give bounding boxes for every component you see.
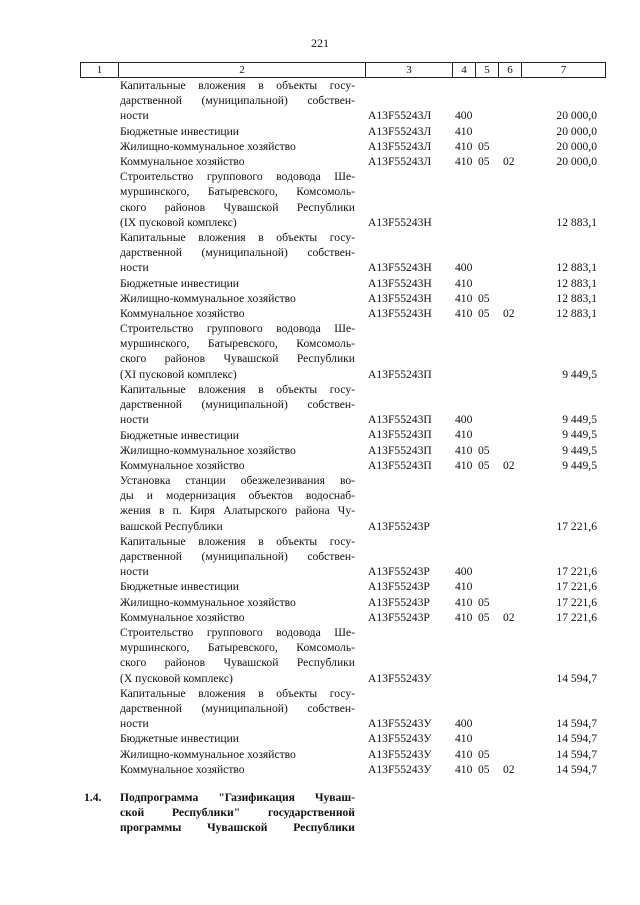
- row-code: А13F55243П: [368, 428, 432, 442]
- row-code: А13F55243У: [368, 762, 432, 776]
- row-description: [120, 139, 355, 154]
- table-row: [0, 276, 640, 291]
- row-description: [120, 154, 355, 169]
- description-line: ности: [120, 109, 149, 123]
- row-code: А13F55243П: [368, 443, 432, 457]
- table-row: [0, 595, 640, 610]
- description-line: дарственной (муниципальной) собствен-: [120, 398, 355, 412]
- description-line: Капитальные вложения в объекты госу-: [120, 534, 355, 548]
- row-amount: 12 883,1: [556, 261, 597, 275]
- row-description: [120, 534, 355, 580]
- table-row: [0, 154, 640, 169]
- description-line: ды и модернизация объектов водоснаб-: [120, 489, 355, 503]
- row-code: А13F55243Н: [368, 306, 432, 320]
- row-description: [120, 306, 355, 321]
- description-line: Бюджетные инвестиции: [120, 732, 240, 746]
- description-line: Бюджетные инвестиции: [120, 124, 240, 138]
- description-line: ского районов Чувашской Республики: [120, 352, 355, 366]
- row-code: А13F55243У: [368, 747, 432, 761]
- row-code: А13F55243Л: [368, 139, 432, 153]
- row-col-4: 410: [455, 595, 473, 609]
- description-line: ского районов Чувашской Республики: [120, 656, 355, 670]
- row-description: [120, 276, 355, 291]
- description-line: дарственной (муниципальной) собствен-: [120, 702, 355, 715]
- row-description: [120, 321, 355, 382]
- row-description: [120, 428, 355, 443]
- description-line: Жилищно-коммунальное хозяйство: [120, 595, 296, 609]
- row-description: [120, 625, 355, 686]
- description-line: Капитальные вложения в объекты госу-: [120, 686, 355, 700]
- row-col-4: 400: [455, 413, 473, 427]
- description-line: Жилищно-коммунальное хозяйство: [120, 291, 296, 305]
- row-description: [120, 731, 355, 746]
- row-description: [120, 443, 355, 458]
- row-amount: 12 883,1: [556, 215, 597, 229]
- row-col-4: 410: [455, 762, 473, 776]
- row-col-4: 410: [455, 747, 473, 761]
- row-amount: 20 000,0: [556, 124, 597, 138]
- table-row: [0, 731, 640, 746]
- row-col-4: 410: [455, 306, 473, 320]
- table-header: [80, 62, 606, 78]
- header-col-7: 7: [521, 63, 606, 77]
- table-row: [0, 762, 640, 777]
- description-line: (XI пусковой комплекс): [120, 367, 237, 381]
- description-line: Коммунальное хозяйство: [120, 154, 245, 168]
- row-amount: 14 594,7: [556, 732, 597, 746]
- description-line: дарственной (муниципальной) собствен-: [120, 550, 355, 564]
- row-amount: 12 883,1: [556, 306, 597, 320]
- header-col-2: 2: [118, 63, 365, 77]
- row-code: А13F55243Н: [368, 261, 432, 275]
- description-line: ности: [120, 261, 149, 275]
- row-col-6: 02: [503, 458, 515, 472]
- row-code: А13F55243Н: [368, 291, 432, 305]
- row-amount: 20 000,0: [556, 139, 597, 153]
- table-row: [0, 473, 640, 534]
- row-col-5: 05: [478, 595, 490, 609]
- row-col-4: 400: [455, 565, 473, 579]
- header-col-5: 5: [475, 63, 498, 77]
- description-line: муршинского, Батыревского, Комсомоль-: [120, 641, 355, 655]
- row-col-5: 05: [478, 443, 490, 457]
- description-line: Жилищно-коммунальное хозяйство: [120, 139, 296, 153]
- row-code: А13F55243Р: [368, 580, 430, 594]
- row-code: А13F55243У: [368, 717, 432, 731]
- row-description: [120, 686, 355, 732]
- row-amount: 9 449,5: [562, 413, 597, 427]
- header-col-6: 6: [498, 63, 521, 77]
- row-col-4: 410: [455, 124, 473, 138]
- table-row: [0, 428, 640, 443]
- table-row: [0, 78, 640, 124]
- table-row: [0, 443, 640, 458]
- row-code: А13F55243Н: [368, 215, 432, 229]
- row-description: [120, 382, 355, 428]
- row-description: [120, 747, 355, 762]
- row-col-6: 02: [503, 154, 515, 168]
- row-col-4: 410: [455, 610, 473, 624]
- row-col-4: 410: [455, 732, 473, 746]
- row-col-5: 05: [478, 747, 490, 761]
- description-line: Строительство группового водовода Ше-: [120, 322, 355, 336]
- row-code: А13F55243У: [368, 671, 432, 685]
- row-description: [120, 473, 355, 534]
- header-col-4: 4: [452, 63, 475, 77]
- subprogram-title: [120, 790, 355, 836]
- row-col-4: 400: [455, 261, 473, 275]
- row-code: А13F55243П: [368, 458, 432, 472]
- table-row: [0, 534, 640, 580]
- row-col-4: 400: [455, 717, 473, 731]
- row-col-6: 02: [503, 762, 515, 776]
- row-code: А13F55243Р: [368, 565, 430, 579]
- description-line: Коммунальное хозяйство: [120, 762, 245, 776]
- row-amount: 14 594,7: [556, 747, 597, 761]
- description-line: ности: [120, 413, 149, 427]
- row-amount: 9 449,5: [562, 428, 597, 442]
- header-col-3: 3: [365, 63, 452, 77]
- table-row: [0, 169, 640, 230]
- row-description: [120, 579, 355, 594]
- description-line: Строительство группового водовода Ше-: [120, 626, 355, 640]
- row-amount: 9 449,5: [562, 458, 597, 472]
- table-row: [0, 291, 640, 306]
- table-row: [0, 124, 640, 139]
- description-line: Коммунальное хозяйство: [120, 610, 245, 624]
- table-row: [0, 747, 640, 762]
- row-description: [120, 458, 355, 473]
- row-col-5: 05: [478, 139, 490, 153]
- row-col-4: 410: [455, 428, 473, 442]
- row-code: А13F55243У: [368, 732, 432, 746]
- description-line: ности: [120, 565, 149, 579]
- row-col-4: 410: [455, 458, 473, 472]
- row-amount: 17 221,6: [556, 580, 597, 594]
- row-code: А13F55243Л: [368, 109, 432, 123]
- subprogram-number: 1.4.: [84, 791, 102, 804]
- description-line: Жилищно-коммунальное хозяйство: [120, 747, 296, 761]
- row-col-4: 410: [455, 276, 473, 290]
- description-line: Установка станции обезжелезивания во-: [120, 474, 355, 488]
- row-col-5: 05: [478, 154, 490, 168]
- row-amount: 9 449,5: [562, 443, 597, 457]
- description-line: (IX пусковой комплекс): [120, 215, 237, 229]
- row-amount: 12 883,1: [556, 291, 597, 305]
- row-code: А13F55243П: [368, 367, 432, 381]
- row-description: [120, 291, 355, 306]
- table-row: [0, 382, 640, 428]
- row-amount: 17 221,6: [556, 610, 597, 624]
- row-col-6: 02: [503, 610, 515, 624]
- row-description: [120, 610, 355, 625]
- row-col-4: 410: [455, 580, 473, 594]
- row-amount: 20 000,0: [556, 109, 597, 123]
- row-col-4: 410: [455, 291, 473, 305]
- table-row: [0, 625, 640, 686]
- row-col-4: 410: [455, 154, 473, 168]
- subprogram-title-line: Подпрограмма "Газификация Чуваш-: [120, 791, 355, 804]
- row-code: А13F55243П: [368, 413, 432, 427]
- row-col-5: 05: [478, 306, 490, 320]
- row-amount: 17 221,6: [556, 595, 597, 609]
- row-description: [120, 169, 355, 230]
- table-row: [0, 139, 640, 154]
- row-amount: 17 221,6: [556, 565, 597, 579]
- description-line: Коммунальное хозяйство: [120, 306, 245, 320]
- row-description: [120, 762, 355, 777]
- row-amount: 17 221,6: [556, 519, 597, 533]
- table-row: [0, 458, 640, 473]
- subprogram-title-line: программы Чувашской Республики: [120, 821, 355, 835]
- table-row: [0, 230, 640, 276]
- description-line: (X пусковой комплекс): [120, 671, 233, 685]
- description-line: Коммунальное хозяйство: [120, 458, 245, 472]
- row-amount: 12 883,1: [556, 276, 597, 290]
- page-number: 221: [311, 36, 329, 50]
- row-col-5: 05: [478, 291, 490, 305]
- description-line: ности: [120, 717, 149, 731]
- row-code: А13F55243Н: [368, 276, 432, 290]
- row-description: [120, 230, 355, 276]
- description-line: муршинского, Батыревского, Комсомоль-: [120, 185, 355, 199]
- row-description: [120, 595, 355, 610]
- description-line: ского районов Чувашской Республики: [120, 200, 355, 214]
- row-code: А13F55243Р: [368, 519, 430, 533]
- row-col-4: 400: [455, 109, 473, 123]
- description-line: вашской Республики: [120, 519, 223, 533]
- row-col-4: 410: [455, 443, 473, 457]
- row-col-5: 05: [478, 458, 490, 472]
- description-line: Капитальные вложения в объекты госу-: [120, 230, 355, 244]
- row-code: А13F55243Р: [368, 595, 430, 609]
- row-code: А13F55243Л: [368, 154, 432, 168]
- row-col-6: 02: [503, 306, 515, 320]
- description-line: дарственной (муниципальной) собствен-: [120, 94, 355, 108]
- table-row: [0, 686, 640, 732]
- description-line: Бюджетные инвестиции: [120, 276, 240, 290]
- description-line: Капитальные вложения в объекты госу-: [120, 79, 355, 92]
- description-line: Строительство группового водовода Ше-: [120, 170, 355, 184]
- row-amount: 14 594,7: [556, 671, 597, 685]
- description-line: дарственной (муниципальной) собствен-: [120, 246, 355, 260]
- row-amount: 20 000,0: [556, 154, 597, 168]
- subprogram-title-line: ской Республики" государственной: [120, 806, 355, 820]
- description-line: Бюджетные инвестиции: [120, 580, 240, 594]
- row-col-4: 410: [455, 139, 473, 153]
- description-line: Капитальные вложения в объекты госу-: [120, 382, 355, 396]
- description-line: Бюджетные инвестиции: [120, 428, 240, 442]
- row-amount: 14 594,7: [556, 717, 597, 731]
- row-code: А13F55243Л: [368, 124, 432, 138]
- description-line: жения в п. Киря Алатырского района Чу-: [120, 504, 355, 518]
- header-col-1: 1: [80, 63, 118, 77]
- table-row: [0, 321, 640, 382]
- row-description: [120, 78, 355, 124]
- table-row: [0, 306, 640, 321]
- table-row: [0, 579, 640, 594]
- table-row: [0, 610, 640, 625]
- table-body: [0, 78, 640, 777]
- description-line: муршинского, Батыревского, Комсомоль-: [120, 337, 355, 351]
- row-col-5: 05: [478, 610, 490, 624]
- row-code: А13F55243Р: [368, 610, 430, 624]
- description-line: Жилищно-коммунальное хозяйство: [120, 443, 296, 457]
- row-amount: 9 449,5: [562, 367, 597, 381]
- row-col-5: 05: [478, 762, 490, 776]
- row-description: [120, 124, 355, 139]
- row-amount: 14 594,7: [556, 762, 597, 776]
